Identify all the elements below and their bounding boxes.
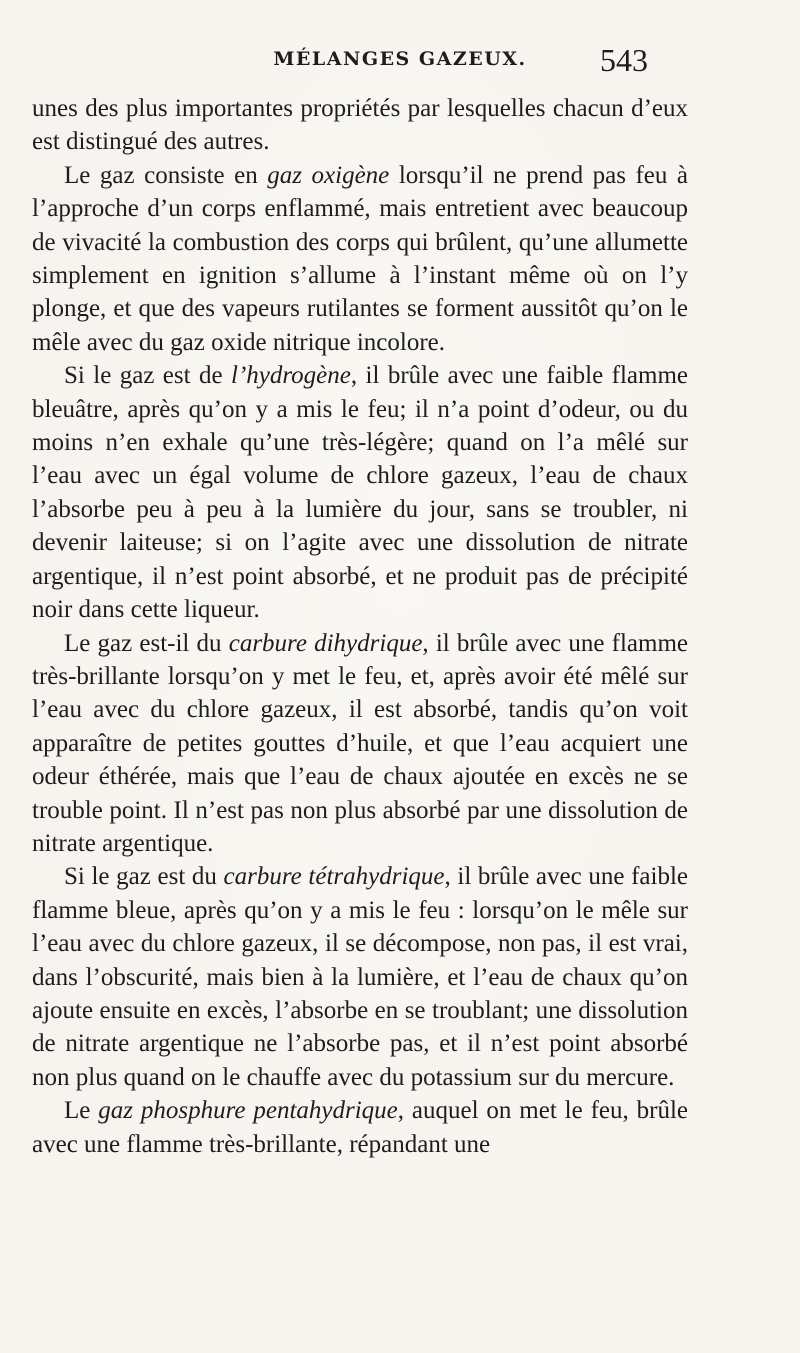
text-segment: lorsqu’il ne prend pas feu à l’approche d’un corps enflammé, mais entretient avec beaucoup de vivacité la combustion des corps qui brûlent, qu’une allumette simplement en ignition s’allume à l’instant même où on l’y plonge, et que des vapeurs rutilantes se forment aussitôt qu’on le mêle avec du gaz oxide nitrique incolore.: [32, 161, 689, 356]
text-segment: Le gaz est-il du: [64, 629, 229, 657]
text-segment: , il brûle avec une faible flamme bleuâtre, après qu’on y a mis le feu; il n’a point d’odeur, ou du moins n’en exhale qu’une très-légère; quand on l’a mêlé sur l’eau avec un égal volume de chlore gazeux, l’eau de chaux l’absorbe peu à peu à la lumière du jour, sans se troubler, ni devenir laiteuse; si on l’agite avec une dissolution de nitrate argentique, il n’est point absorbé, et ne produit pas de précipité noir dans cette liqueur.: [32, 362, 688, 624]
text-segment: , auquel on met le feu, brûle avec une flamme très-brillante, répandant une: [32, 1097, 688, 1158]
italic-term: gaz oxigène: [267, 161, 390, 189]
text-segment: , il brûle avec une flamme très-brillante lorsqu’on y met le feu, et, après avoir été mêlé sur l’eau avec du chlore gazeux, il est absorbé, tandis qu’on voit apparaître de petites gouttes d’huile, et que l’eau acquiert une odeur éthérée, mais que l’eau de chaux ajoutée en excès ne se trouble point. Il n’est pas non plus absorbé par une dissolution de nitrate argentique.: [32, 629, 688, 857]
page-number: 543: [600, 42, 648, 78]
page-header: [0, 42, 800, 88]
text-segment: , il brûle avec une faible flamme bleue, après qu’on y a mis le feu : lorsqu’on le mêle sur l’eau avec du chlore gazeux, il se décompose, non pas, il est vrai, dans l’obscurité, mais bien à la lumière, et l’eau de chaux qu’on ajoute ensuite en excès, l’absorbe en se troublant; une dissolution de nitrate argentique ne l’absorbe pas, et il n’est point absorbé non plus quand on le chauffe avec du potassium sur du mercure.: [32, 863, 688, 1091]
italic-term: gaz phosphure pentahydrique: [98, 1097, 398, 1125]
body-text: [32, 92, 688, 1161]
text-segment: Si le gaz est du: [64, 863, 224, 891]
italic-term: carbure tétrahydrique: [223, 863, 445, 891]
text-segment: Le: [64, 1097, 99, 1125]
paragraph: [32, 159, 688, 359]
paragraph: [32, 627, 688, 861]
text-segment: Le gaz consiste en: [64, 161, 268, 189]
running-title: MÉLANGES GAZEUX.: [273, 48, 527, 70]
text-segment: unes des plus importantes propriétés par lesquelles chacun d’eux est distingué des autres.: [32, 95, 688, 156]
text-segment: Si le gaz est de: [64, 362, 231, 390]
paragraph: [32, 860, 688, 1094]
paragraph: [32, 92, 688, 159]
paragraph: [32, 1094, 688, 1161]
italic-term: l’hydrogène: [231, 362, 351, 390]
paragraph: [32, 359, 688, 626]
italic-term: carbure dihydrique: [228, 629, 423, 657]
